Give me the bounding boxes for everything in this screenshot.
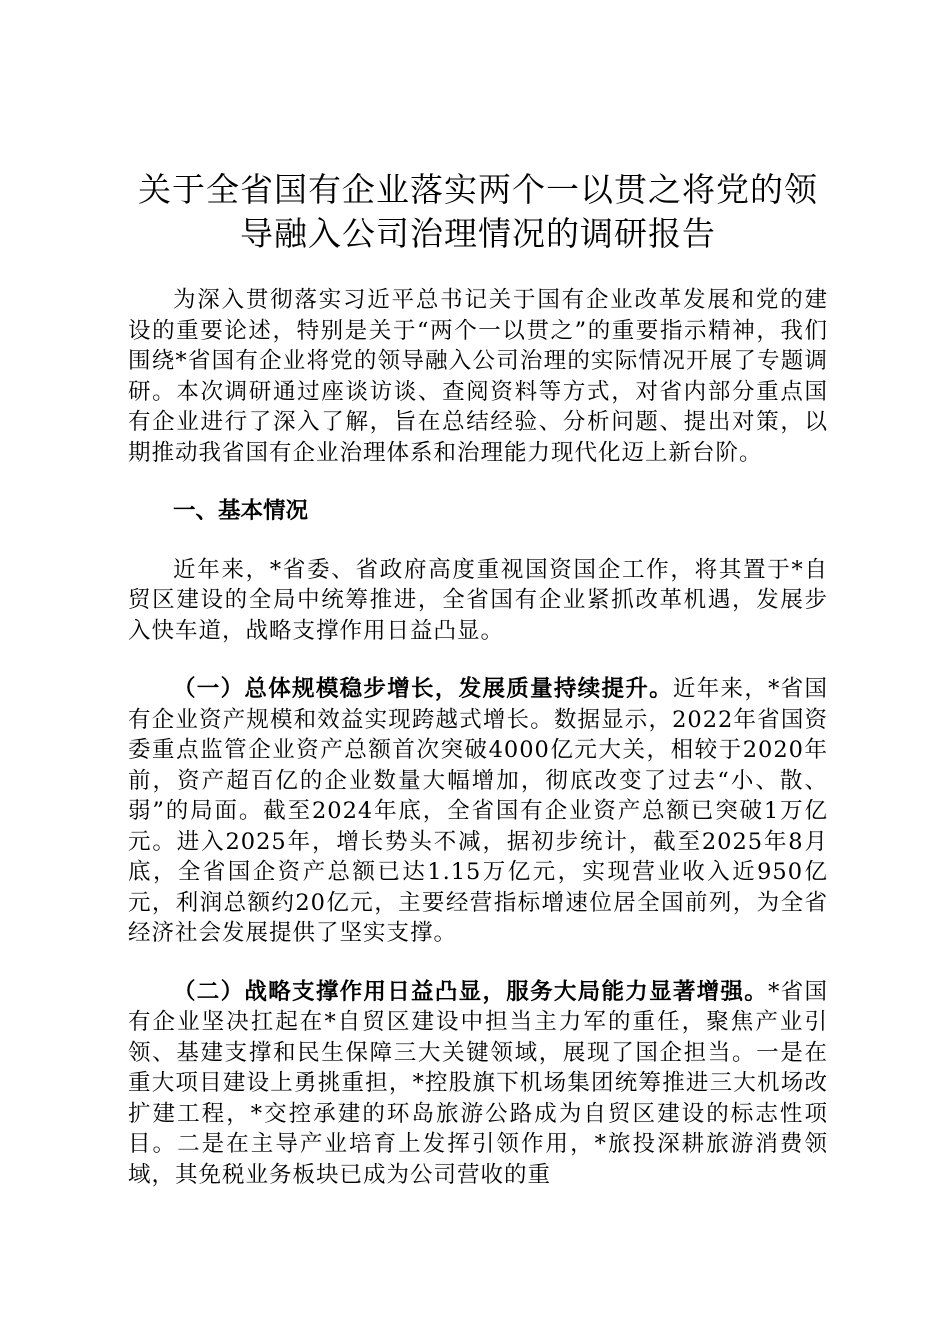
subsection-text-2: *省国有企业坚决扛起在*自贸区建设中担当主力军的重任，聚焦产业引领、基建支撑和民生保障三大关键领域，展现了国企担当。一是在重大项目建设上勇挑重担，*控股旗下机场集团统筹推进三大机场改扩建工程，*交控承建的环岛旅游公路成为自贸区建设的标志性项目。二是在主导产业培育上发挥引领作用，*旅投深耕旅游消费领域，其免税业务板块已成为公司营收的重 [128, 978, 828, 1188]
subsection-lead-1: （一）总体规模稳步增长，发展质量持续提升。 [173, 676, 673, 702]
subsection-paragraph-2 [128, 977, 828, 1191]
section-heading-basic: 一、基本情况 [173, 498, 309, 524]
title-line-1: 关于全省国有企业落实两个一以贯之将党的领 [138, 170, 818, 209]
section-paragraph-basic: 近年来，*省委、省政府高度重视国资国企工作，将其置于*自贸区建设的全局中统筹推进，全省国有企业紧抓改革机遇，发展步入快车道，战略支撑作用日益凸显。 [128, 556, 828, 644]
intro-paragraph: 为深入贯彻落实习近平总书记关于国有企业改革发展和党的建设的重要论述，特别是关于“两个一以贯之”的重要指示精神，我们围绕*省国有企业将党的领导融入公司治理的实际情况开展了专题调研。本次调研通过座谈访谈、查阅资料等方式，对省内部分重点国有企业进行了深入了解，旨在总结经验、分析问题、提出对策，以期推动我省国有企业治理体系和治理能力现代化迈上新台阶。 [128, 287, 828, 466]
subsection-paragraph-1 [128, 674, 828, 949]
title-line-2: 导融入公司治理情况的调研报告 [240, 214, 716, 253]
document-page [128, 168, 828, 1190]
subsection-text-1: 近年来，*省国有企业资产规模和效益实现跨越式增长。数据显示，2022年省国资委重点监管企业资产总额首次突破4000亿元大关，相较于2020年前，资产超百亿的企业数量大幅增加，彻底改变了过去“小、散、弱”的局面。截至2024年底，全省国有企业资产总额已突破1万亿元。进入2025年，增长势头不减，据初步统计，截至2025年8月底，全省国企资产总额已达1.15万亿元，实现营业收入近950亿元，利润总额约20亿元，主要经营指标增速位居全国前列，为全省经济社会发展提供了坚实支撑。 [128, 676, 828, 946]
document-title [128, 168, 828, 256]
subsection-lead-2: （二）战略支撑作用日益凸显，服务大局能力显著增强。 [173, 978, 769, 1005]
